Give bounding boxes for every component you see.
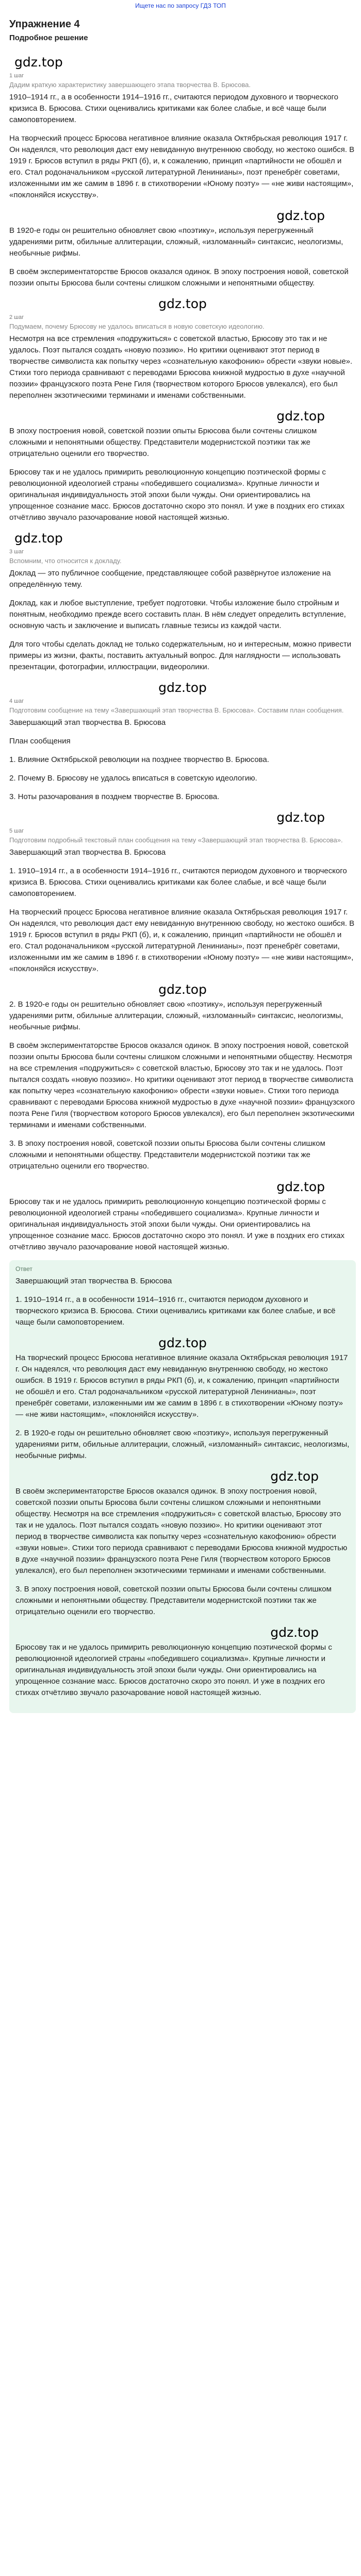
paragraph: 1. 1910–1914 гг., а в особенности 1914–1916 гг., считаются периодом духовного и творческого кризиса В. Брюсова. Стихи оценивались критиками как более слабые, и всё чаще были самоповторением.	[9, 867, 347, 898]
page-subtitle: Подробное решение	[9, 33, 88, 42]
paragraph: 3. В эпоху построения новой, советской поэзии опыты Брюсова были сочтены слишком сложными и непонятными обществу. Представители модернистской поэтики так же отрицательно оценили его творчество.	[9, 1139, 325, 1171]
paragraph: 2. В 1920-е годы он решительно обновляет свою «поэтику», используя перегруженный ударениями ритм, обильные аллитерации, сложный, «изломанный» синтаксис, неологизмы, необычные рифмы.	[15, 1429, 350, 1460]
step-label: 1 шаг	[9, 73, 24, 79]
top-notice-bar	[0, 0, 361, 11]
paragraph: На творческий процесс Брюсова негативное влияние оказала Октябрьская революция 1917 г. Он надеялся, что революция даст ему невиданную внутреннюю свободу, но жестоко ошибся. В 1919 г. Брюсов вступил в ряды РКП (б), и, к сожалению, принцип «партийности не обошёл и его. Стал родоначальником «русской литературной Ленинианы», поэт пренебрёг советами, изложенными им же самим в 1896 г. в стихотворении «Юному поэту» — «не живи настоящим», «поклоняйся искусству».	[15, 1353, 348, 1419]
step-label: 4 шаг	[9, 698, 24, 704]
paragraph: Завершающий этап творчества В. Брюсова	[9, 718, 166, 727]
watermark: gdz.top	[270, 1625, 319, 1640]
paragraph: Доклад, как и любое выступление, требует подготовки. Чтобы изложение было стройным и понятным, необходимо прежде всего составить план. В нём следует определить вступление, основную часть и заключение и выписать главные тезисы из каждой части.	[9, 599, 346, 630]
watermark: gdz.top	[14, 55, 63, 70]
step-1	[9, 55, 356, 289]
paragraph: 3. Ноты разочарования в позднем творчестве В. Брюсова.	[9, 792, 220, 801]
paragraph: Завершающий этап творчества В. Брюсова	[15, 1277, 172, 1285]
step-5	[9, 810, 356, 1253]
paragraph: Завершающий этап творчества В. Брюсова	[9, 848, 166, 857]
content	[0, 19, 361, 1713]
paragraph: 2. Почему В. Брюсову не удалось вписаться в советскую идеологию.	[9, 774, 257, 783]
paragraph: 2. В 1920-е годы он решительно обновляет свою «поэтику», используя перегруженный ударениями ритм, обильные аллитерации, сложный, «изломанный» синтаксис, неологизмы, необычные рифмы.	[9, 1000, 343, 1031]
watermark: gdz.top	[14, 531, 63, 546]
paragraph: 1. Влияние Октябрьской революции на позднее творчество В. Брюсова.	[9, 755, 269, 764]
step-3	[9, 531, 356, 673]
paragraph: 3. В эпоху построения новой, советской поэзии опыты Брюсова были сочтены слишком сложными и непонятными обществу. Представители модернистской поэтики так же отрицательно оценили его творчество.	[15, 1585, 332, 1616]
page-title: Упражнение 4	[9, 19, 80, 30]
watermark: gdz.top	[276, 409, 325, 423]
paragraph: На творческий процесс Брюсова негативное влияние оказала Октябрьская революция 1917 г. Он надеялся, что революция даст ему невиданную внутреннюю свободу, но жестоко ошибся. В 1919 г. Брюсов вступил в ряды РКП (б), и, к сожалению, принцип «партийности не обошёл и его. Стал родоначальником «русской литературной Ленинианы», поэт пренебрёг советами, изложенными им же самим в 1896 г. в стихотворении «Юному поэту» — «не живи настоящим», «поклоняйся искусству».	[9, 134, 355, 199]
watermark: gdz.top	[276, 810, 325, 825]
step-4	[9, 680, 356, 803]
paragraph: На творческий процесс Брюсова негативное влияние оказала Октябрьская революция 1917 г. Он надеялся, что революция даст ему невиданную внутреннюю свободу, но жестоко ошибся. В 1919 г. Брюсов вступил в ряды РКП (б), и, к сожалению, принцип «партийности не обошёл и его. Стал родоначальником «русской литературной Ленинианы», поэт пренебрёг советами, изложенными им же самим в 1896 г. в стихотворении «Юному поэту» — «не живи настоящим», «поклоняйся искусству».	[9, 908, 355, 973]
paragraph: 1910–1914 гг., а в особенности 1914–1916 гг., считаются периодом духовного и творческого кризиса В. Брюсова. Стихи оценивались критиками как более слабые, и всё чаще были самоповторением.	[9, 93, 339, 124]
top-notice: Ищете нас по запросу ГДЗ ТОП	[135, 2, 226, 9]
watermark: gdz.top	[276, 208, 325, 223]
watermark: gdz.top	[270, 1469, 319, 1484]
paragraph: В своём экспериментаторстве Брюсов оказался одинок. В эпоху построения новой, советской поэзии опыты Брюсова были сочтены слишком сложными и непонятными обществу. Несмотря на все стремления «подружиться» с советской властью, Брюсову это так и не удалось. Поэт пытался создать «новую поэзию». Но критики оценивают этот период в творчестве символиста как попытку через «сознательную какофонию» обрести «звуки новые». Стихи того периода сравнивают с переводами Брюсова книжной мудростью в духе «научной поэзии» французского поэта Рене Гиля (творчеством которого Брюсов увлекался), его был переполнен экзотическими терминами и именами собственными.	[15, 1487, 348, 1575]
step-description: Подготовим подробный текстовый план сообщения на тему «Завершающий этап творчества В. Брюсова».	[9, 836, 343, 844]
paragraph: В своём экспериментаторстве Брюсов оказался одинок. В эпоху построения новой, советской поэзии опыты Брюсова были сочтены слишком сложными и непонятными обществу.	[9, 267, 349, 287]
paragraph: В эпоху построения новой, советской поэзии опыты Брюсова были сочтены слишком сложными и непонятными обществу. Представители модернистской поэтики так же отрицательно оценили его творчество.	[9, 427, 317, 458]
paragraph: Брюсову так и не удалось примирить революционную концепцию поэтической формы с революционной идеологией страны «победившего социализма». Крупные личности и оригинальная индивидуальность этой эпохи были чужды. Они ориентировались на упрощенное сознание масс. Брюсов достаточно скоро это понял. И уже в поздних его стихах отчётливо звучало разочарование новой настоящей жизнью.	[15, 1643, 332, 1697]
watermark: gdz.top	[158, 1335, 207, 1350]
paragraph: Доклад — это публичное сообщение, представляющее собой развёрнутое изложение на определённую тему.	[9, 569, 331, 589]
paragraph: В 1920-е годы он решительно обновляет свою «поэтику», используя перегруженный ударениями ритм, обильные аллитерации, сложный, «изломанный» синтаксис, неологизмы, необычные рифмы.	[9, 226, 343, 258]
step-description: Дадим краткую характеристику завершающего этапа творчества В. Брюсова.	[9, 81, 251, 89]
step-2	[9, 296, 356, 523]
watermark: gdz.top	[158, 982, 207, 997]
paragraph: 1. 1910–1914 гг., а в особенности 1914–1916 гг., считаются периодом духовного и творческого кризиса В. Брюсова. Стихи оценивались критиками как более слабые, и всё чаще были самоповторением.	[15, 1295, 336, 1327]
step-label: 5 шаг	[9, 828, 24, 834]
watermark: gdz.top	[158, 296, 207, 311]
paragraph: Для того чтобы сделать доклад не только содержательным, но и интересным, можно привести примеры из жизни, факты, поставить актуальный вопрос. Для наглядности — использовать презентации, фотографии, иллюстрации, видеоролики.	[9, 640, 352, 671]
paragraph: Брюсову так и не удалось примирить революционную концепцию поэтической формы с революционной идеологией страны «победившего социализма». Крупные личности и оригинальная индивидуальность этой эпохи были чужды. Они ориентировались на упрощенное сознание масс. Брюсов достаточно скоро это понял. И уже в поздних его стихах отчётливо звучало разочарование новой настоящей жизнью.	[9, 1197, 345, 1251]
watermark: gdz.top	[158, 680, 207, 695]
watermark: gdz.top	[276, 1179, 325, 1194]
step-description: Подготовим сообщение на тему «Завершающий этап творчества В. Брюсова». Составим план сообщения.	[9, 706, 344, 714]
step-description: Вспомним, что относится к докладу.	[9, 557, 122, 565]
step-description: Подумаем, почему Брюсову не удалось вписаться в новую советскую идеологию.	[9, 323, 265, 330]
step-label: 3 шаг	[9, 549, 24, 555]
paragraph: Несмотря на все стремления «подружиться» с советской властью, Брюсову это так и не удалось. Поэт пытался создать «новую поэзию». Но критики оценивают этот период в творчестве символиста как попытку через «сознательную какофонию» обрести «звуки новые». Стихи того периода сравнивают с переводами Брюсова книжной мудростью в духе «научной поэзии» французского поэта Рене Гиля (творчеством которого Брюсов увлекался), его был переполнен экзотическими терминами и именами собственными.	[9, 334, 353, 400]
answer-box	[9, 1260, 356, 1713]
paragraph: План сообщения	[9, 737, 71, 745]
answer-label: Ответ	[15, 1265, 32, 1273]
paragraph: Брюсову так и не удалось примирить революционную концепцию поэтической формы с революционной идеологией страны «победившего социализма». Крупные личности и оригинальная индивидуальность этой эпохи были чужды. Они ориентировались на упрощенное сознание масс. Брюсов достаточно скоро это понял. И уже в поздних его стихах отчётливо звучало разочарование новой настоящей жизнью.	[9, 468, 345, 522]
paragraph: В своём экспериментаторстве Брюсов оказался одинок. В эпоху построения новой, советской поэзии опыты Брюсова были сочтены слишком сложными и непонятными обществу. Несмотря на все стремления «подружиться» с советской властью, Брюсову это так и не удалось. Поэт пытался создать «новую поэзию». Но критики оценивают этот период в творчестве символиста как попытку через «сознательную какофонию» обрести «звуки новые». Стихи того периода сравнивают с переводами Брюсова книжной мудростью в духе «научной поэзии» французского поэта Рене Гиля (творчеством которого Брюсов увлекался), его был переполнен экзотическими терминами и именами собственными.	[9, 1041, 355, 1129]
step-label: 2 шаг	[9, 314, 24, 320]
